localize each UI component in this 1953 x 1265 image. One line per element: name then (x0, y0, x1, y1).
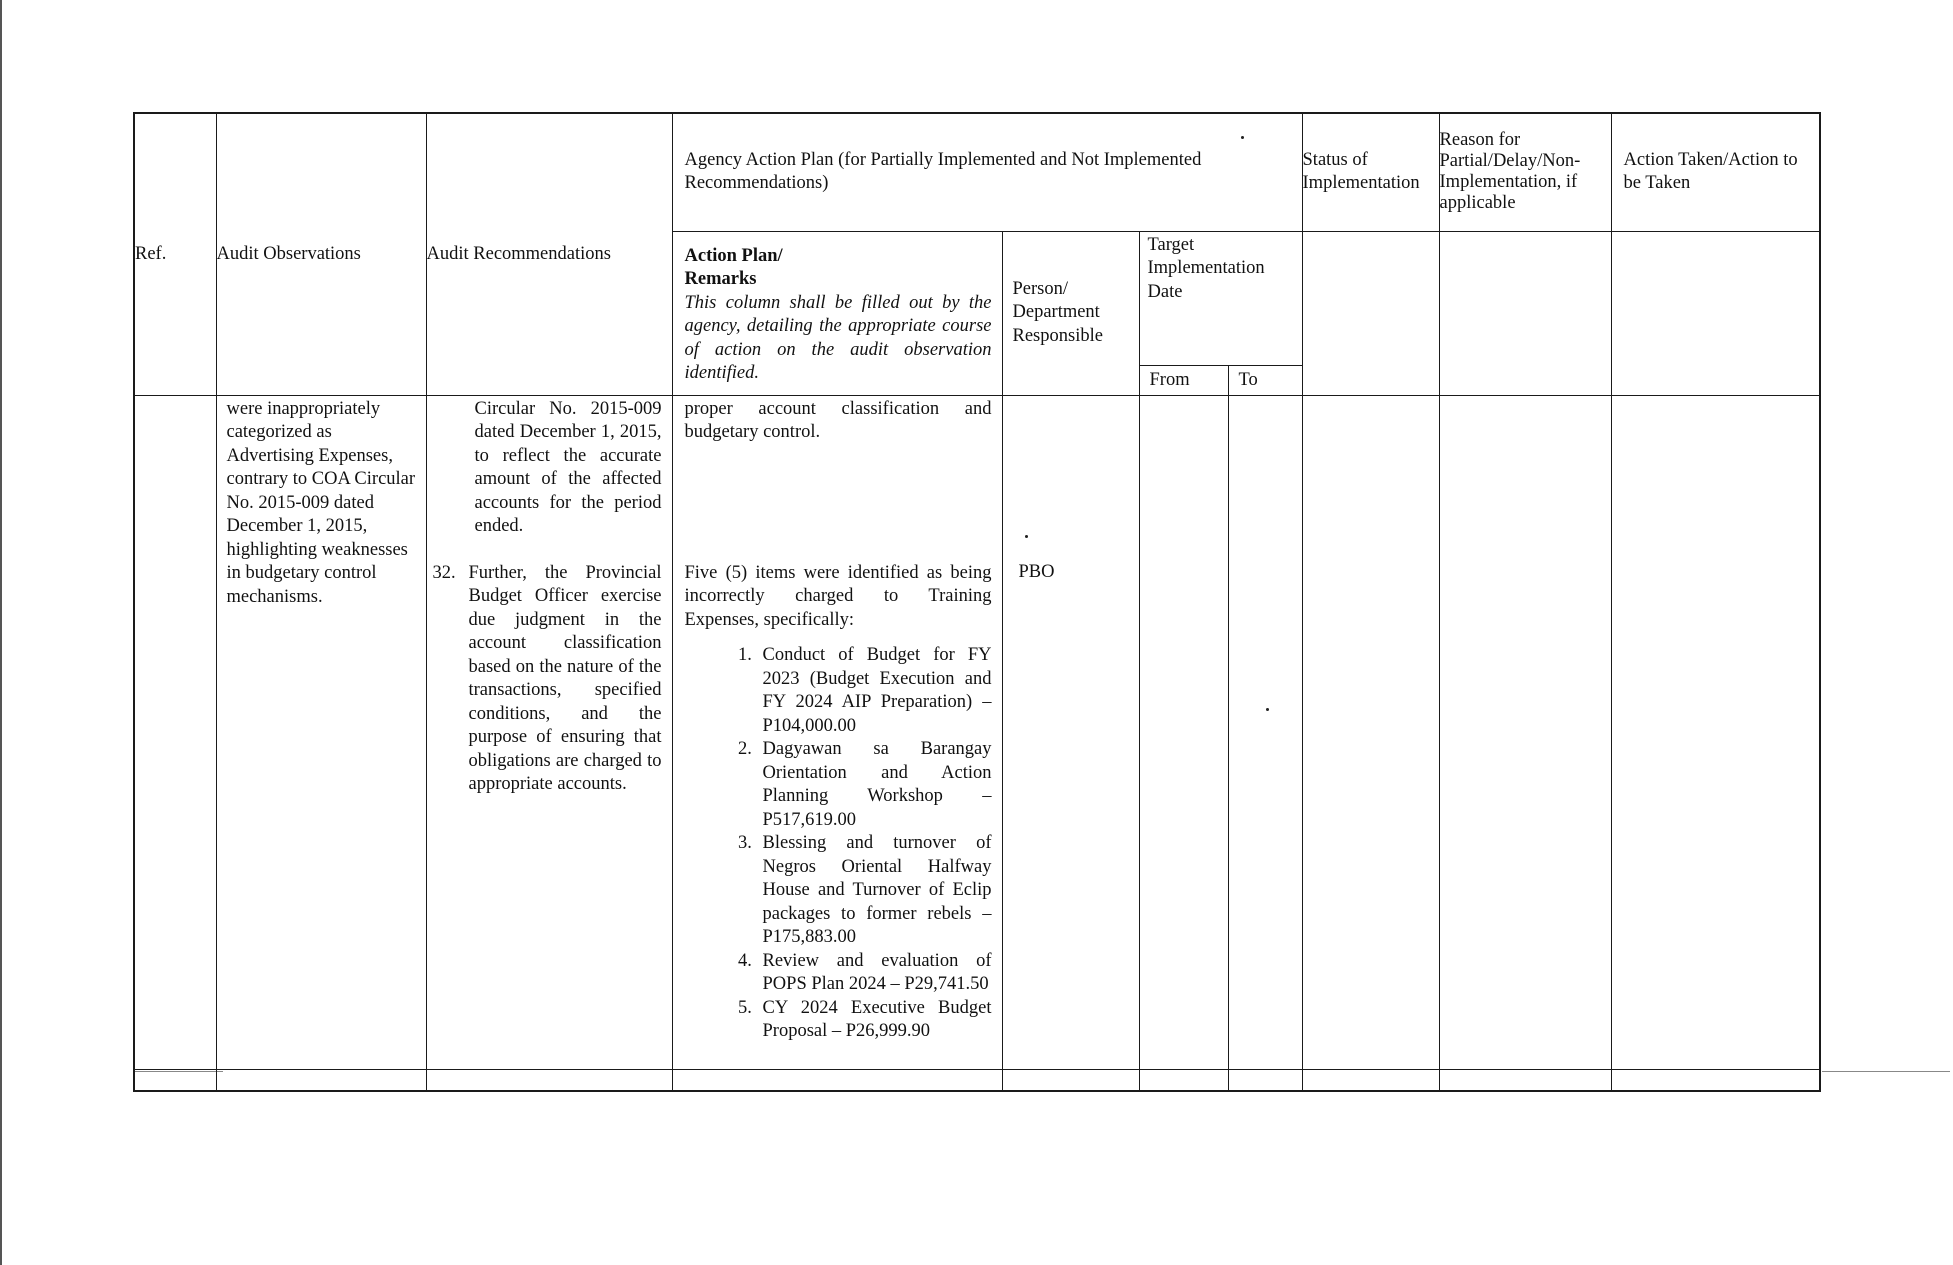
status-subheader-cell (1302, 231, 1439, 395)
list-item: 2. Dagyawan sa Barangay Orientation and Action Planning Workshop – P517,619.00 (757, 738, 992, 832)
action-plan-continued: proper account classification and budgetary control. (684, 398, 992, 442)
reason-header: Reason for Partial/Delay/Non-Implementation, if applicable (1439, 113, 1611, 231)
recommendation-number: 32. (432, 562, 456, 583)
list-item: 4. Review and evaluation of POPS Plan 2024 – P29,741.50 (757, 950, 992, 997)
action-plan-intro: Five (5) items were identified as being incorrectly charged to Training Expenses, specifically: (684, 562, 992, 630)
person-responsible-cell (1002, 395, 1139, 1069)
recommendation-cell (426, 395, 672, 1069)
status-header: Status of Implementation (1302, 113, 1439, 231)
agency-action-plan-header: Agency Action Plan (for Partially Implemented and Not Implemented Recommendations) (672, 113, 1302, 231)
ref-cell (134, 395, 216, 1069)
action-plan-remarks: Remarks (684, 269, 757, 289)
to-header: To (1228, 365, 1302, 395)
list-item: 3. Blessing and turnover of Negros Oriental Halfway House and Turnover of Eclip packages to former rebels – P175,883.00 (757, 832, 992, 950)
person-responsible-value: PBO (1018, 561, 1055, 582)
action-plan-cell (672, 395, 1002, 1069)
scan-line-right (1822, 1071, 1950, 1072)
action-plan-table (133, 112, 1821, 1092)
audit-recommendations-header: Audit Recommendations (426, 113, 672, 395)
ref-header: Ref. (134, 113, 216, 395)
from-cell (1139, 395, 1228, 1069)
recommendation-32 (433, 562, 662, 797)
status-cell (1302, 395, 1439, 1069)
from-header: From (1139, 365, 1228, 395)
recommendation-continued: Circular No. 2015-009 dated December 1, 2015, to reflect the accurate amount of the affected accounts for the period ended. (474, 398, 662, 536)
action-plan-note: This column shall be filled out by the agency, detailing the appropriate course of action on the audit observation identified. (684, 292, 992, 383)
action-plan-items (685, 644, 992, 1044)
action-taken-cell (1611, 395, 1820, 1069)
page-edge (0, 0, 2, 1265)
list-item: 1. Conduct of Budget for FY 2023 (Budget Execution and FY 2024 AIP Preparation) – P104,000.00 (757, 644, 992, 738)
target-date-header: Target Implementation Date (1139, 231, 1302, 365)
person-responsible-header: Person/ Department Responsible (1002, 231, 1139, 395)
action-taken-header: Action Taken/Action to be Taken (1611, 113, 1820, 231)
action-plan-title: Action Plan/ (684, 245, 783, 266)
to-cell (1228, 395, 1302, 1069)
table-footer-row (134, 1069, 1820, 1091)
list-item: 5. CY 2024 Executive Budget Proposal – P26,999.90 (757, 997, 992, 1044)
observation-cell: were inappropriately categorized as Advertising Expenses, contrary to COA Circular No. 2015-009 dated December 1, 2015, highlighting weaknesses in budgetary control mechanisms. (216, 395, 426, 1069)
action-taken-subheader-cell (1611, 231, 1820, 395)
reason-cell (1439, 395, 1611, 1069)
recommendation-text: Further, the Provincial Budget Officer exercise due judgment in the account classification based on the nature of the transactions, specified conditions, and the purpose of ensuring that obligations are charged to appropriate accounts. (468, 562, 662, 794)
action-plan-header (672, 231, 1002, 395)
header-row-1 (134, 113, 1820, 231)
table-row (134, 395, 1820, 1069)
audit-observations-header: Audit Observations (216, 113, 426, 395)
reason-subheader-cell (1439, 231, 1611, 395)
